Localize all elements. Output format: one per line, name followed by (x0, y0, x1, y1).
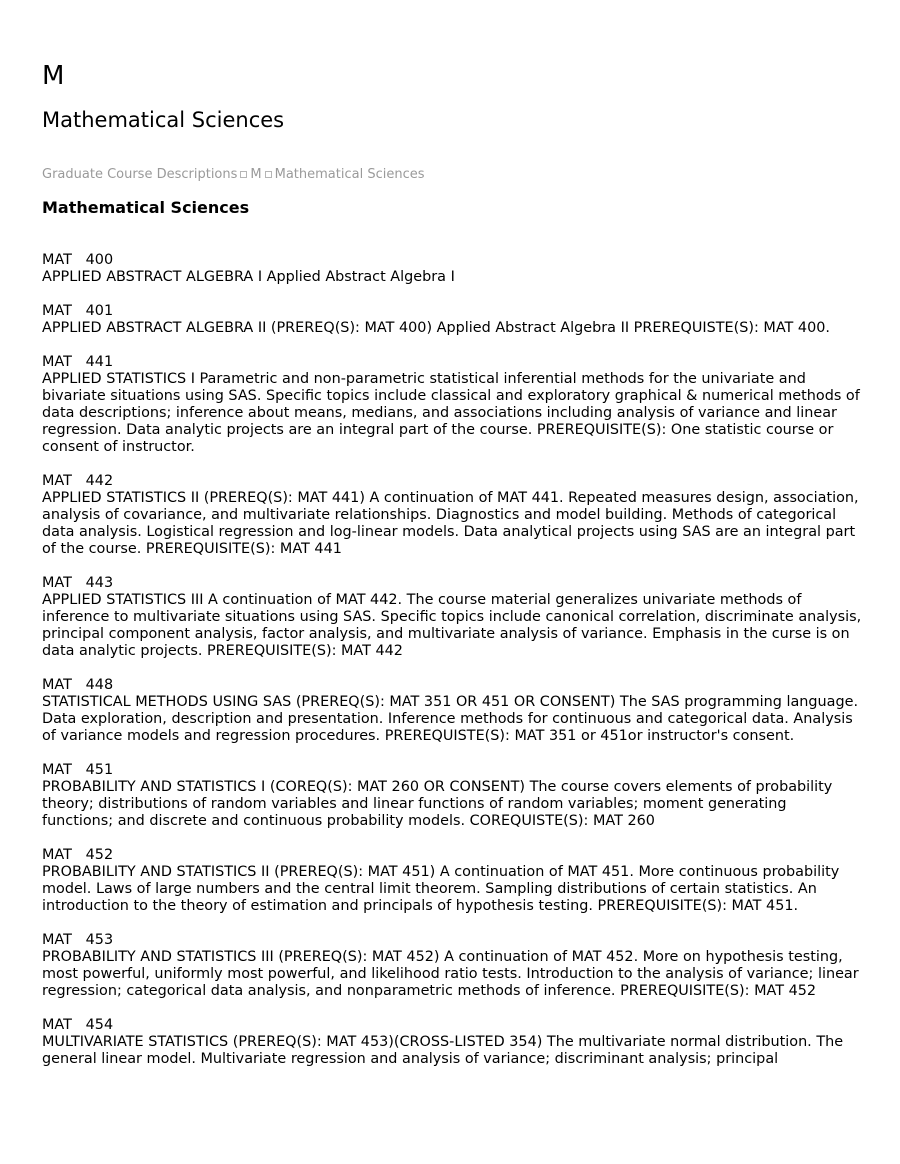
breadcrumb-link-m[interactable]: M (250, 167, 262, 182)
course-description: APPLIED STATISTICS II (PREREQ(S): MAT 441) A continuation of MAT 441. Repeated measures design, association, analysis of covariance, and multivariate relationships. Diagnostics and model building. Methods of categorical data analysis. Logistical regression and log-linear models. Data analytical projects using SAS are an integral part of the course. PREREQUISITE(S): MAT 441 (42, 490, 859, 557)
subject-heading: Mathematical Sciences (42, 198, 250, 217)
course-item (42, 303, 862, 337)
breadcrumb-current: Mathematical Sciences (274, 167, 425, 182)
letter-heading: M (42, 61, 65, 91)
course-description: APPLIED ABSTRACT ALGEBRA I Applied Abstract Algebra I (42, 269, 455, 285)
course-description: PROBABILITY AND STATISTICS I (COREQ(S): MAT 260 OR CONSENT) The course covers elements of probability theory; distributions of random variables and linear functions of random variables; moment generating functions; and discrete and continuous probability models. COREQUISTE(S): MAT 260 (42, 779, 833, 829)
course-item (42, 473, 862, 558)
breadcrumb-separator-icon (240, 171, 247, 178)
course-item (42, 847, 862, 915)
breadcrumb-link-graduate-course-descriptions[interactable]: Graduate Course Descriptions (42, 167, 238, 182)
course-item (42, 354, 862, 456)
course-item (42, 677, 862, 745)
course-number: MAT 453 (42, 932, 114, 948)
course-number: MAT 442 (42, 473, 114, 489)
course-description: APPLIED STATISTICS I Parametric and non-parametric statistical inferential methods for the univariate and bivariate situations using SAS. Specific topics include classical and exploratory graphical & numerical methods of data descriptions; inference about means, medians, and associations including analysis of variance and linear regression. Data analytic projects are an integral part of the course. PREREQUISITE(S): One statistic course or consent of instructor. (42, 371, 860, 455)
breadcrumb (42, 166, 425, 183)
course-number: MAT 452 (42, 847, 114, 863)
page-title: Mathematical Sciences (42, 108, 285, 132)
course-description: PROBABILITY AND STATISTICS III (PREREQ(S): MAT 452) A continuation of MAT 452. More on hypothesis testing, most powerful, uniformly most powerful, and likelihood ratio tests. Introduction to the analysis of variance; linear regression; categorical data analysis, and nonparametric methods of inference. PREREQUISITE(S): MAT 452 (42, 949, 859, 999)
course-number: MAT 454 (42, 1017, 114, 1033)
course-description: PROBABILITY AND STATISTICS II (PREREQ(S): MAT 451) A continuation of MAT 451. More continuous probability model. Laws of large numbers and the central limit theorem. Sampling distributions of certain statistics. An introduction to the theory of estimation and principals of hypothesis testing. PREREQUISITE(S): MAT 451. (42, 864, 840, 914)
course-description: APPLIED ABSTRACT ALGEBRA II (PREREQ(S): MAT 400) Applied Abstract Algebra II PREREQUISTE(S): MAT 400. (42, 320, 830, 336)
course-item (42, 252, 862, 286)
course-description: MULTIVARIATE STATISTICS (PREREQ(S): MAT 453)(CROSS-LISTED 354) The multivariate normal distribution. The general linear model. Multivariate regression and analysis of variance; discriminant analysis; principal (42, 1034, 844, 1067)
course-description: APPLIED STATISTICS III A continuation of MAT 442. The course material generalizes univariate methods of inference to multivariate situations using SAS. Specific topics include canonical correlation, discriminate analysis, principal component analysis, factor analysis, and multivariate analysis of variance. Emphasis in the curse is on data analytic projects. PREREQUISITE(S): MAT 442 (42, 592, 862, 659)
course-item (42, 575, 862, 660)
course-description: STATISTICAL METHODS USING SAS (PREREQ(S): MAT 351 OR 451 OR CONSENT) The SAS programming language. Data exploration, description and presentation. Inference methods for continuous and categorical data. Analysis of variance models and regression procedures. PREREQUISTE(S): MAT 351 or 451or instructor's consent. (42, 694, 859, 744)
course-item (42, 932, 862, 1000)
course-number: MAT 441 (42, 354, 114, 370)
course-number: MAT 448 (42, 677, 114, 693)
course-number: MAT 400 (42, 252, 114, 268)
course-number: MAT 401 (42, 303, 114, 319)
course-item (42, 1017, 862, 1068)
course-list (42, 252, 862, 1085)
breadcrumb-separator-icon (265, 171, 272, 178)
course-number: MAT 443 (42, 575, 114, 591)
course-number: MAT 451 (42, 762, 114, 778)
course-item (42, 762, 862, 830)
